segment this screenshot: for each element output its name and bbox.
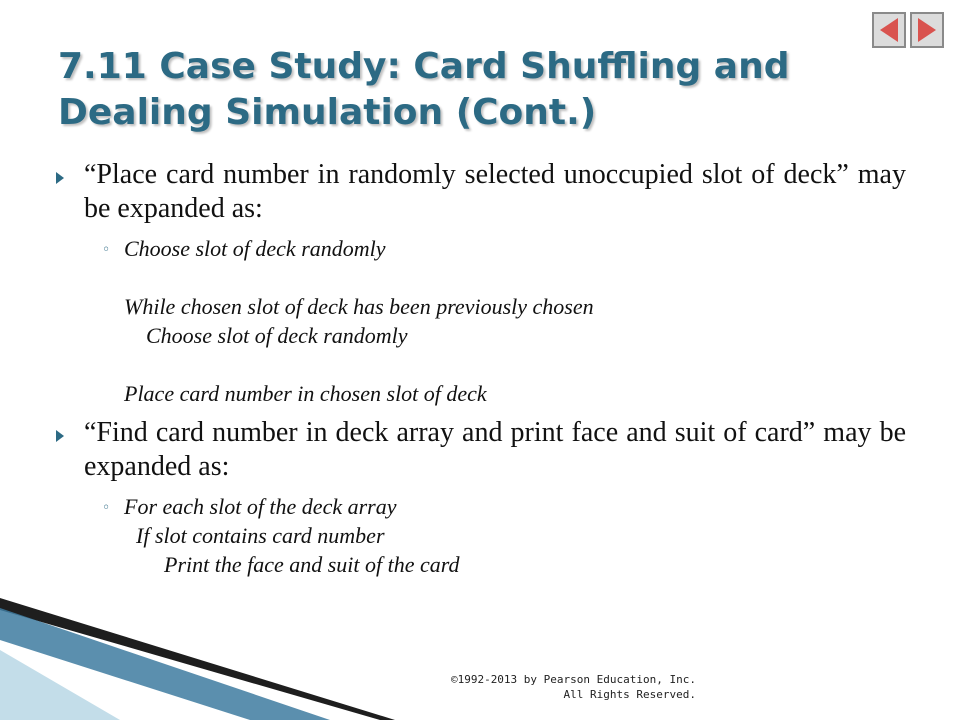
- bullet-1-text: “Place card number in randomly selected unoccupied slot of deck” may be expanded as:: [84, 159, 906, 224]
- slide-body: [56, 158, 916, 579]
- pseudocode-line: Choose slot of deck randomly: [124, 236, 386, 261]
- pseudocode-line: [102, 350, 916, 379]
- pseudocode-line: Choose slot of deck randomly: [146, 323, 408, 348]
- pseudocode-line: Print the face and suit of the card: [164, 552, 460, 577]
- previous-slide-button[interactable]: [872, 12, 906, 48]
- bullet-arrow-icon: [56, 172, 64, 184]
- next-slide-button[interactable]: [910, 12, 944, 48]
- bullet-2: [56, 416, 916, 484]
- bullet-1-pseudocode: [102, 234, 916, 408]
- pseudocode-line: [102, 263, 916, 292]
- bullet-arrow-icon: [56, 430, 64, 442]
- bullet-2-pseudocode: [102, 492, 916, 579]
- pseudocode-line: While chosen slot of deck has been previously chosen: [124, 294, 594, 319]
- bullet-2-text: “Find card number in deck array and print face and suit of card” may be expanded as:: [84, 417, 906, 482]
- copyright-notice: ©1992-2013 by Pearson Education, Inc. All Rights Reserved.: [450, 673, 696, 701]
- title-line-1: 7.11 Case Study: Card Shuffling and: [58, 46, 790, 87]
- left-arrow-icon: [880, 18, 898, 42]
- slide-navigation: [872, 12, 944, 48]
- right-arrow-icon: [918, 18, 936, 42]
- sub-bullet-circle-icon: ◦: [102, 500, 111, 516]
- bullet-1: [56, 158, 916, 226]
- title-line-2: Dealing Simulation (Cont.): [58, 92, 597, 133]
- pseudocode-line: For each slot of the deck array: [124, 494, 397, 519]
- sub-bullet-circle-icon: ◦: [102, 242, 111, 258]
- pseudocode-line: Place card number in chosen slot of deck: [124, 381, 487, 406]
- pseudocode-line: If slot contains card number: [136, 523, 385, 548]
- slide-title: [58, 44, 878, 136]
